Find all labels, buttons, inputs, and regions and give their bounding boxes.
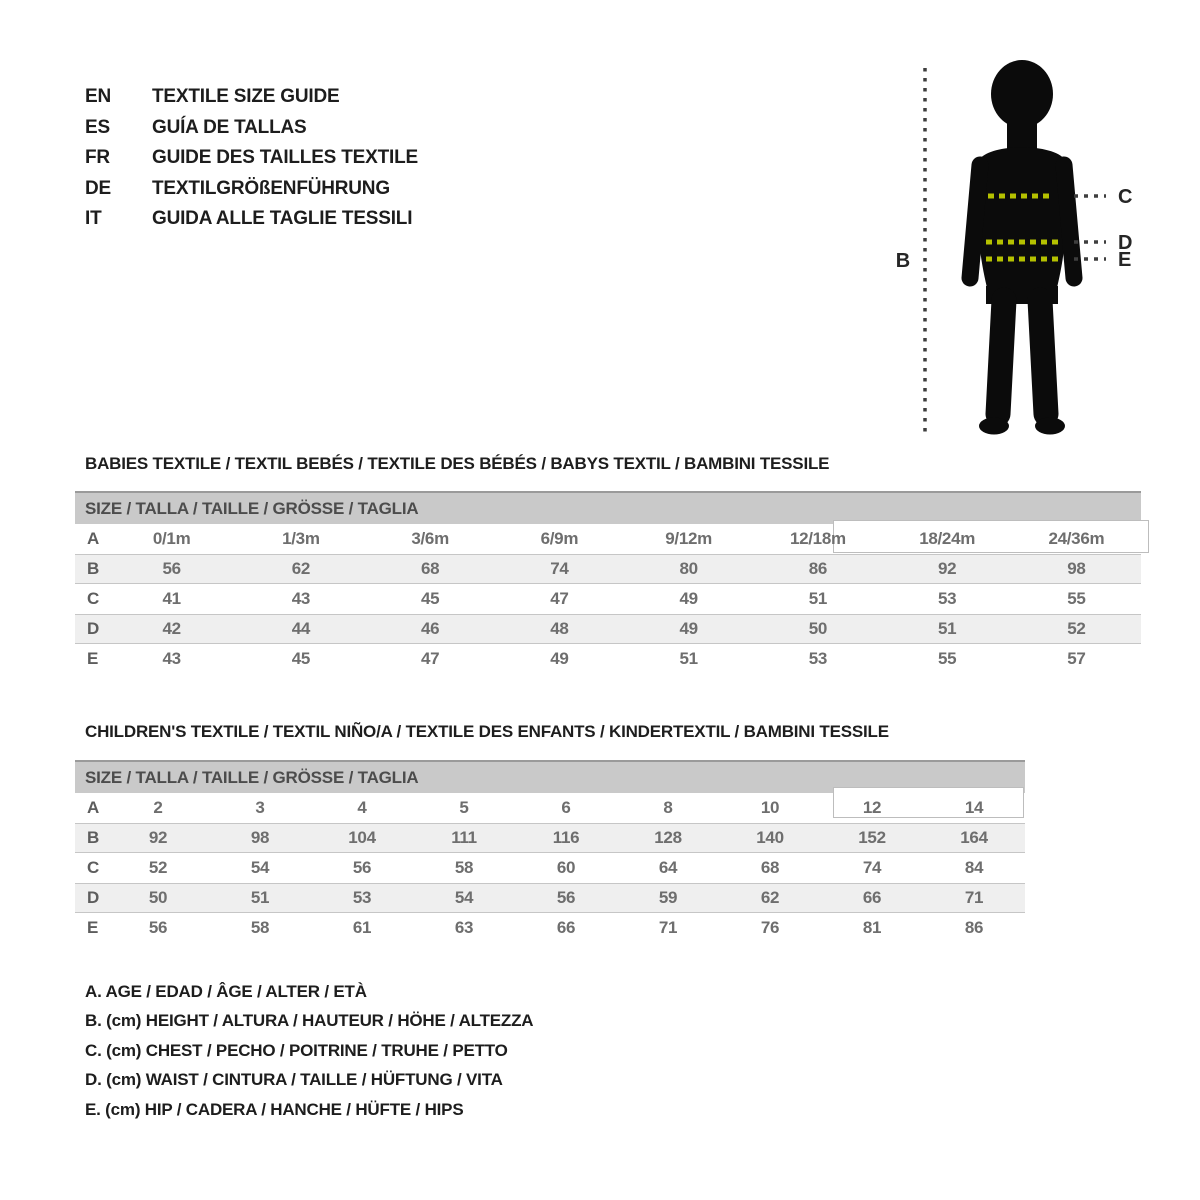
- language-row-fr: [85, 143, 418, 174]
- table-cell: 164: [960, 828, 988, 847]
- language-row-en: [85, 82, 418, 113]
- table-cell: 54: [250, 858, 270, 877]
- table-cell: 62: [760, 888, 780, 907]
- children-size-table: [75, 760, 1025, 943]
- table-cell: 81: [862, 918, 882, 937]
- table-cell: 62: [291, 559, 311, 578]
- guide-title: GUIDE DES TAILLES TEXTILE: [152, 147, 418, 169]
- table-row-c: [75, 853, 1025, 883]
- babies-size-table: [75, 491, 1141, 674]
- table-cell: 51: [808, 589, 828, 608]
- table-cell: 59: [658, 888, 678, 907]
- table-cell: 74: [862, 858, 882, 877]
- table-cell: 53: [937, 589, 957, 608]
- silhouette-shape: [970, 60, 1074, 435]
- table-cell: 128: [654, 828, 682, 847]
- table-cell: 52: [148, 858, 168, 877]
- table-cell: 71: [658, 918, 678, 937]
- table-cell: 9/12m: [665, 529, 712, 548]
- table-cell: 3/6m: [411, 529, 449, 548]
- table-cell: 43: [162, 649, 181, 668]
- table-cell: 10: [760, 798, 780, 817]
- table-cell: 64: [658, 858, 678, 877]
- table-cell: 2: [153, 798, 163, 817]
- table-cell: 49: [679, 589, 698, 608]
- table-cell: 47: [550, 589, 569, 608]
- hip-label: E: [1118, 249, 1132, 271]
- table-cell: 49: [679, 619, 698, 638]
- table-row-a: [75, 793, 1025, 823]
- row-label: A: [87, 529, 99, 548]
- legend-line-age: A. AGE / EDAD / ÂGE / ALTER / ETÀ: [85, 981, 367, 1001]
- table-cell: 0/1m: [152, 529, 191, 548]
- table-cell: 46: [420, 619, 440, 638]
- table-cell: 6: [561, 798, 571, 817]
- language-row-es: [85, 113, 418, 144]
- table-row-b: [75, 554, 1141, 584]
- babies-section-title: BABIES TEXTILE / TEXTIL BEBÉS / TEXTILE DES BÉBÉS / BABYS TEXTIL / BAMBINI TESSILE: [85, 454, 830, 473]
- legend-line-height: B. (cm) HEIGHT / ALTURA / HAUTEUR / HÖHE / ALTEZZA: [85, 1011, 534, 1031]
- table-cell: 68: [760, 858, 780, 877]
- guide-title: TEXTILGRÖßENFÜHRUNG: [152, 177, 390, 199]
- table-cell: 86: [808, 559, 828, 578]
- size-header-bar: SIZE / TALLA / TAILLE / GRÖSSE / TAGLIA: [75, 493, 1141, 524]
- table-cell: 98: [1067, 559, 1086, 578]
- guide-title: TEXTILE SIZE GUIDE: [152, 86, 340, 108]
- table-cell: 50: [148, 888, 168, 907]
- table-cell: 18/24m: [919, 529, 976, 548]
- table-cell: 66: [556, 918, 576, 937]
- table-cell: 51: [937, 619, 957, 638]
- children-section-title: CHILDREN'S TEXTILE / TEXTIL NIÑO/A / TEXTILE DES ENFANTS / KINDERTEXTIL / BAMBINI TESSILE: [85, 722, 889, 741]
- language-code: FR: [85, 147, 110, 169]
- table-cell: 48: [550, 619, 569, 638]
- table-cell: 76: [760, 918, 780, 937]
- language-guide-list: [85, 82, 418, 235]
- table-cell: 6/9m: [540, 529, 579, 548]
- table-cell: 12: [862, 798, 882, 817]
- table-cell: 42: [162, 619, 181, 638]
- table-cell: 45: [420, 589, 440, 608]
- row-label: B: [87, 828, 99, 847]
- table-cell: 50: [808, 619, 828, 638]
- table-cell: 61: [352, 918, 372, 937]
- table-cell: 68: [420, 559, 440, 578]
- table-cell: 1/3m: [282, 529, 320, 548]
- row-label: D: [87, 619, 99, 638]
- table-cell: 63: [454, 918, 474, 937]
- guide-title: GUIDA ALLE TAGLIE TESSILI: [152, 208, 413, 230]
- language-row-it: [85, 204, 418, 235]
- language-code: IT: [85, 208, 102, 230]
- table-row-c: [75, 584, 1141, 614]
- table-cell: 98: [250, 828, 270, 847]
- table-cell: 57: [1067, 649, 1086, 668]
- legend-line-chest: C. (cm) CHEST / PECHO / POITRINE / TRUHE / PETTO: [85, 1040, 508, 1060]
- row-label: D: [87, 888, 99, 907]
- table-cell: 56: [162, 559, 181, 578]
- table-cell: 86: [964, 918, 984, 937]
- table-cell: 56: [556, 888, 576, 907]
- child-silhouette-figure: [880, 50, 1160, 445]
- table-cell: 116: [552, 828, 580, 847]
- table-cell: 14: [964, 798, 984, 817]
- table-cell: 4: [357, 798, 367, 817]
- table-cell: 54: [454, 888, 474, 907]
- table-row-d: [75, 614, 1141, 644]
- table-cell: 56: [352, 858, 372, 877]
- row-label: E: [87, 918, 99, 937]
- table-cell: 45: [291, 649, 311, 668]
- table-row-a: [75, 524, 1141, 554]
- table-cell: 140: [756, 828, 784, 847]
- table-cell: 5: [459, 798, 469, 817]
- language-code: ES: [85, 116, 110, 138]
- table-cell: 152: [858, 828, 886, 847]
- table-cell: 3: [255, 798, 265, 817]
- row-label: C: [87, 589, 99, 608]
- table-cell: 71: [964, 888, 984, 907]
- table-cell: 55: [1067, 589, 1086, 608]
- row-label: B: [87, 559, 99, 578]
- table-cell: 51: [679, 649, 698, 668]
- size-header-bar: SIZE / TALLA / TAILLE / GRÖSSE / TAGLIA: [75, 762, 1025, 793]
- table-cell: 51: [250, 888, 270, 907]
- table-cell: 104: [348, 828, 376, 847]
- table-row-e: [75, 913, 1025, 943]
- language-code: DE: [85, 177, 111, 199]
- table-cell: 53: [808, 649, 828, 668]
- measurement-diagram: [880, 50, 1160, 445]
- table-cell: 60: [556, 858, 576, 877]
- table-cell: 41: [162, 589, 181, 608]
- waist-label: D: [1118, 232, 1133, 254]
- table-row-e: [75, 644, 1141, 674]
- table-row-d: [75, 883, 1025, 913]
- table-cell: 49: [550, 649, 569, 668]
- language-code: EN: [85, 86, 111, 108]
- table-cell: 58: [454, 858, 474, 877]
- table-cell: 8: [663, 798, 673, 817]
- table-cell: 12/18m: [789, 529, 846, 548]
- table-cell: 80: [679, 559, 698, 578]
- height-label: B: [895, 250, 911, 272]
- language-row-de: [85, 174, 418, 205]
- table-row-b: [75, 823, 1025, 853]
- legend-line-waist: D. (cm) WAIST / CINTURA / TAILLE / HÜFTUNG / VITA: [85, 1070, 503, 1090]
- row-label: C: [87, 858, 99, 877]
- table-cell: 58: [250, 918, 270, 937]
- table-cell: 66: [862, 888, 882, 907]
- table-cell: 24/36m: [1048, 529, 1105, 548]
- table-cell: 43: [291, 589, 311, 608]
- row-label: E: [87, 649, 99, 668]
- table-cell: 92: [148, 828, 168, 847]
- table-cell: 44: [291, 619, 311, 638]
- table-cell: 56: [148, 918, 168, 937]
- table-cell: 55: [937, 649, 957, 668]
- measurement-legend: [85, 977, 533, 1125]
- table-cell: 111: [451, 828, 477, 847]
- table-cell: 84: [964, 858, 984, 877]
- table-cell: 53: [352, 888, 372, 907]
- table-cell: 92: [937, 559, 957, 578]
- row-label: A: [87, 798, 99, 817]
- guide-title: GUÍA DE TALLAS: [152, 116, 307, 138]
- chest-label: C: [1118, 186, 1133, 208]
- table-cell: 74: [550, 559, 569, 578]
- table-cell: 52: [1067, 619, 1086, 638]
- table-cell: 47: [420, 649, 440, 668]
- legend-line-hip: E. (cm) HIP / CADERA / HANCHE / HÜFTE / HIPS: [85, 1099, 464, 1119]
